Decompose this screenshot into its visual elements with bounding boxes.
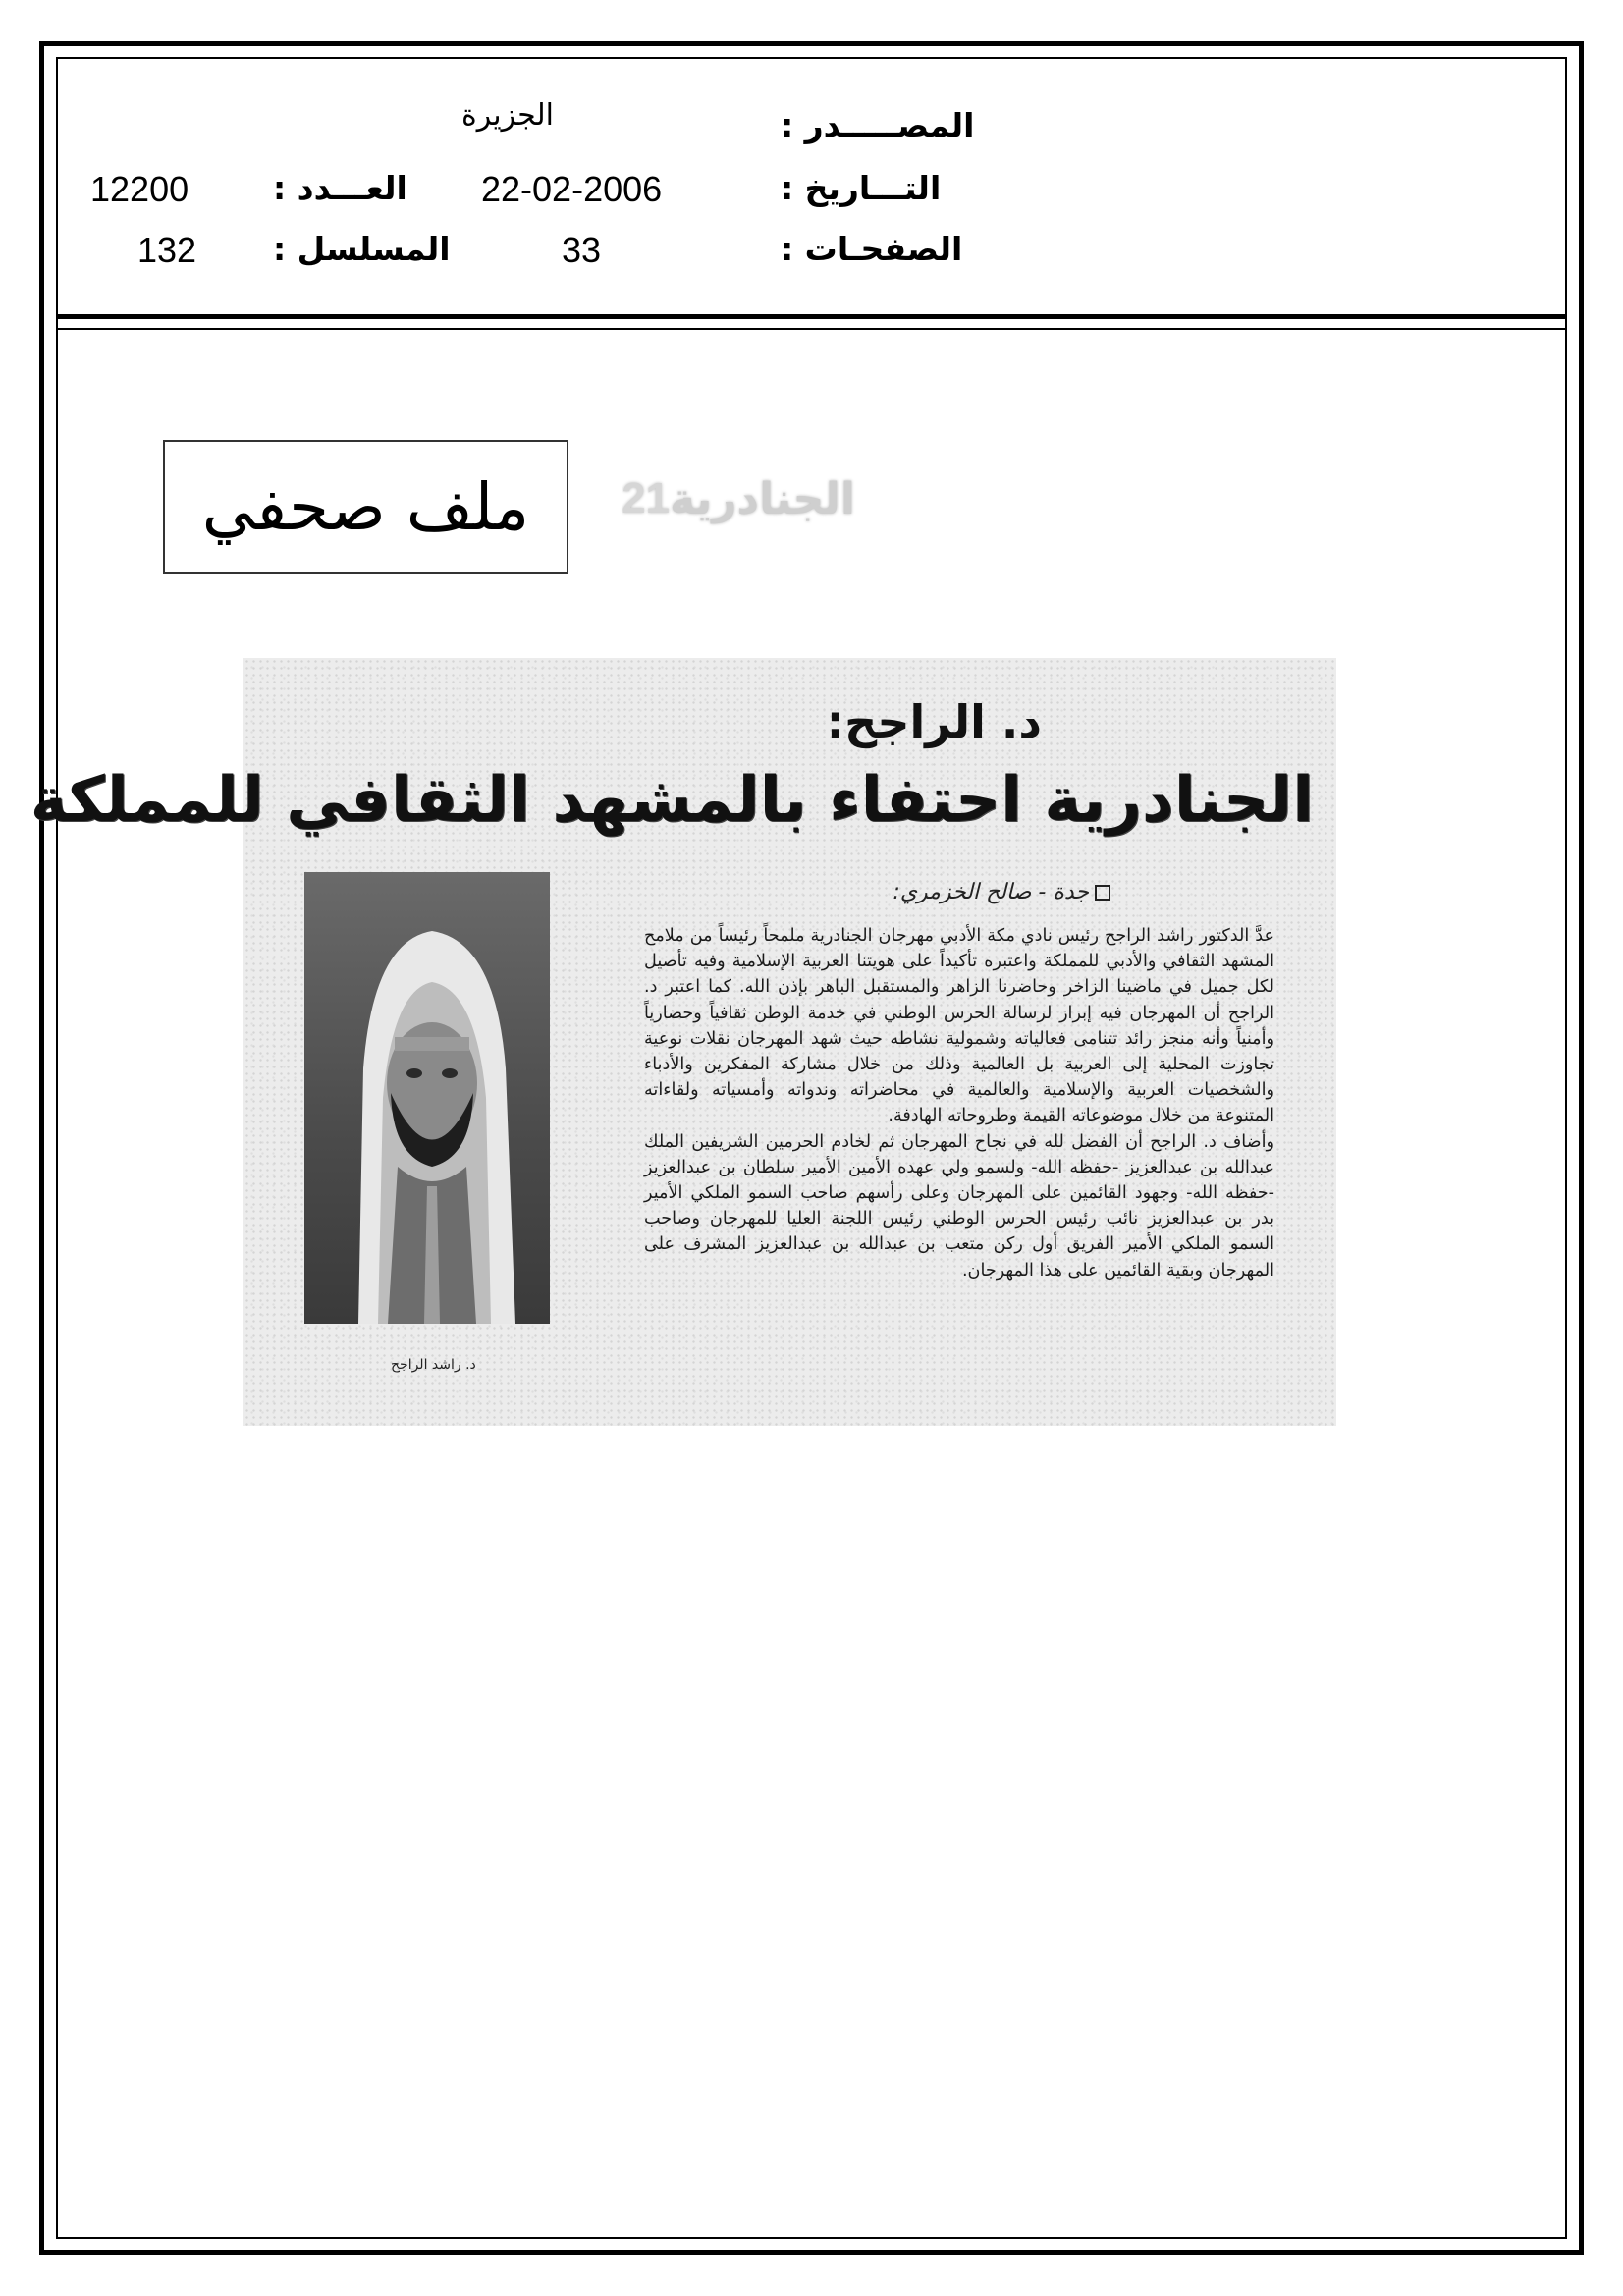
- newspaper-clipping: [29, 658, 1336, 1426]
- issue-label: العـــدد :: [273, 169, 407, 207]
- author-photo: [304, 872, 550, 1324]
- stamp-text: ملف صحفي: [201, 468, 530, 545]
- header-divider-thick: [56, 314, 1567, 319]
- pages-label: الصفحـات :: [781, 230, 963, 268]
- section-header: [589, 469, 874, 528]
- header-divider-thin: [56, 328, 1567, 330]
- article-paragraph-2: وأضاف د. الراجح أن الفضل لله في نجاح المهرجان ثم لخادم الحرمين الشريفين الملك عبدالله بن عبدالعزيز -حفظه الله- ولسمو ولي عهده الأمين الأمير سلطان بن عبدالعزيز -حفظه الله- وجهود القائمين على المهرجان وعلى رأسهم صاحب السمو الملكي الأمير بدر بن عبدالعزيز نائب رئيس الحرس الوطني رئيس اللجنة العليا للمهرجان وصاحب السمو الملكي الأمير الفريق أول ركن متعب بن عبدالله بن عبدالعزيز المشرف على المهرجان وبقية القائمين على هذا المهرجان.: [644, 1131, 1274, 1281]
- date-label: التـــاريخ :: [781, 169, 942, 207]
- press-file-stamp: [163, 440, 568, 574]
- photo-caption: د. راشد الراجح: [391, 1357, 476, 1373]
- article-body: [644, 923, 1274, 1284]
- serial-label: المسلسل :: [273, 230, 451, 268]
- article-byline: [893, 880, 1110, 904]
- date-value: 22-02-2006: [481, 169, 663, 209]
- portrait-illustration: [304, 872, 550, 1324]
- section-header-number: 21: [622, 474, 671, 522]
- pages-value: 33: [562, 230, 602, 270]
- section-header-text: الجنادرية: [670, 473, 855, 524]
- byline-square-icon: [1095, 885, 1110, 901]
- source-label: المصـــــدر :: [781, 106, 975, 144]
- byline-text: جدة - صالح الخزمري:: [893, 880, 1089, 904]
- issue-value: 12200: [90, 169, 189, 209]
- serial-value: 132: [137, 230, 197, 270]
- article-headline: الجنادرية احتفاء بالمشهد الثقافي للمملكة: [29, 764, 1314, 837]
- source-value: الجزيرة: [461, 98, 555, 133]
- article-paragraph-1: عدَّ الدكتور راشد الراجح رئيس نادي مكة الأدبي مهرجان الجنادرية ملمحاً رئيساً من ملامح المشهد الثقافي والأدبي للمملكة واعتبره تأكيداً على هويتنا العربية الإسلامية وفيه تأصيل لكل جميل في ماضينا الزاخر وحاضرنا الزاهر والمستقبل الباهر بإذن الله. كما اعتبر د. الراجح أن المهرجان فيه إبراز لرسالة الحرس الوطني في خدمة الوطن ثقافياً وحضارياً وأمنياً وأنه منجز رائد تتنامى فعالياته وشمولية نشاطه حيث شهد المهرجان نقلات نوعية تجاوزت المحلية إلى العربية بل العالمية وذلك من خلال مشاركة المفكرين والأدباء والشخصيات العربية والإسلامية والعالمية في محاضراته وندواته وأمسياته ولقاءاته المتنوعة من خلال موضوعاته القيمة وطروحاته الهادفة.: [644, 926, 1274, 1126]
- article-kicker: د. الراجح:: [826, 695, 1042, 748]
